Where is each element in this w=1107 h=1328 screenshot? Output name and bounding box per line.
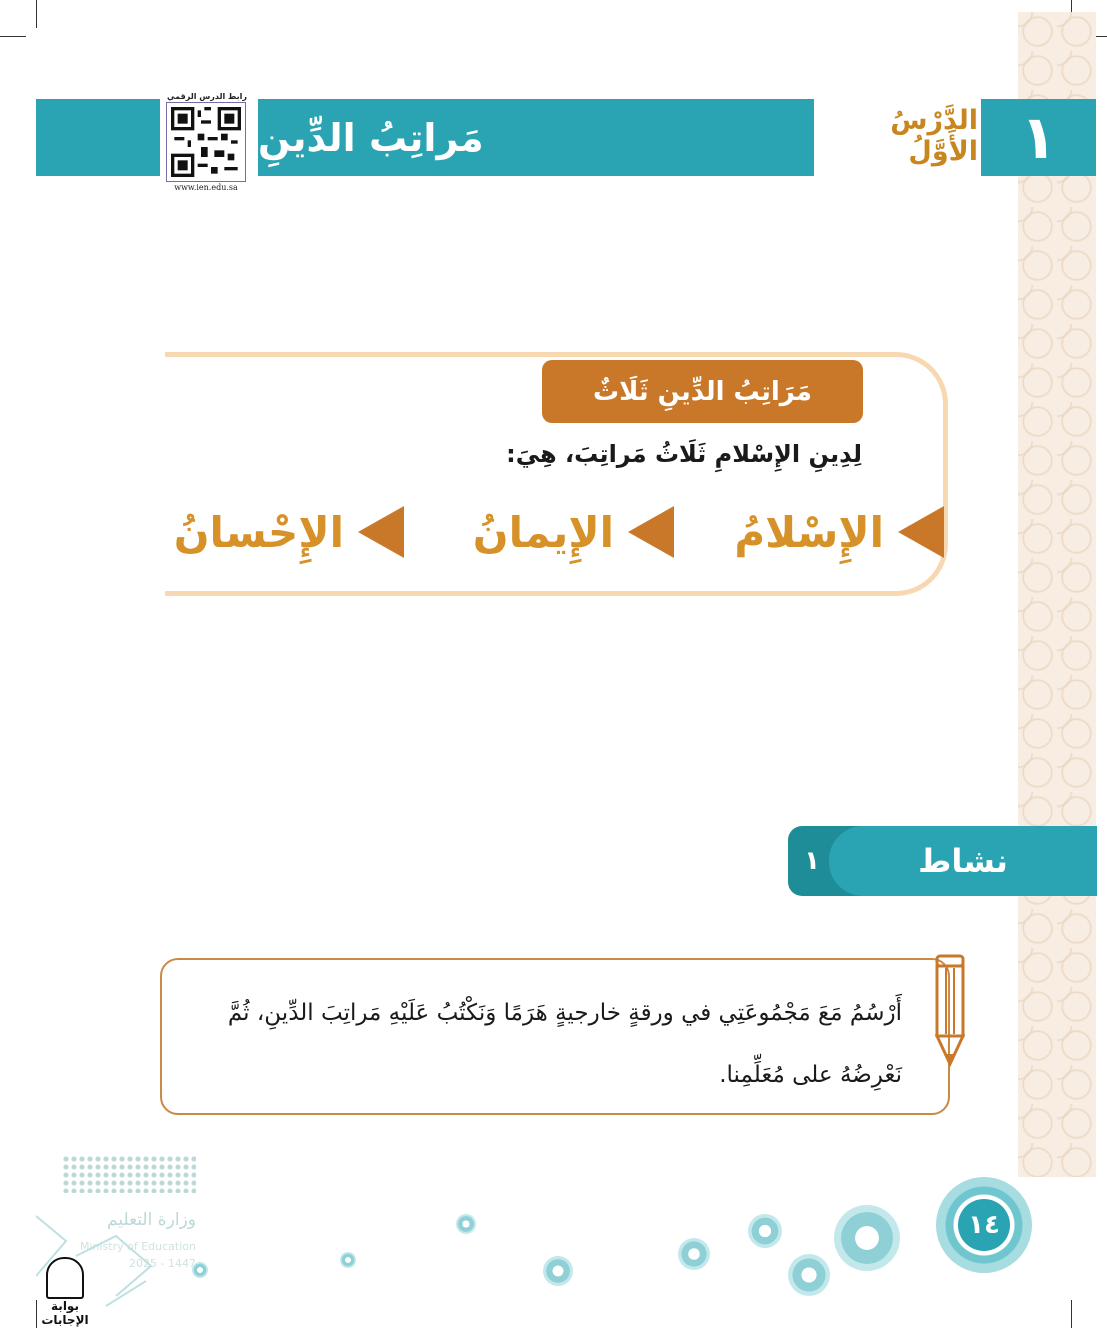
flower-ornament (543, 1256, 573, 1286)
flower-ornament (834, 1205, 900, 1271)
pencil-icon (932, 952, 968, 1070)
rank-label: الإِسْلامُ (734, 507, 884, 557)
lesson-title: مَراتِبُ الدِّينِ (258, 115, 484, 160)
side-ornament-pattern (1018, 12, 1096, 1177)
rank-item-iman (466, 492, 674, 572)
flower-ornament (456, 1214, 476, 1234)
answers-portal-logo-icon (46, 1257, 84, 1299)
ministry-logo-dots (62, 1155, 196, 1193)
lesson-label: الدَّرْسُ الأَوَّلُ (890, 105, 978, 167)
edition-year: 2025 - 1447 (129, 1257, 196, 1270)
ministry-name: وزارة التعليم (107, 1210, 196, 1230)
flower-ornament (340, 1252, 356, 1268)
flower-ornament (678, 1238, 710, 1270)
activity-number: ١ (804, 846, 820, 876)
crop-mark (36, 0, 37, 28)
crop-mark (1071, 1300, 1072, 1328)
rank-label: الإِحْسانُ (173, 507, 344, 557)
lesson-number: ١ (981, 99, 1096, 176)
rank-item-islam (734, 492, 944, 572)
answers-portal-label: بوابة الإجابات (41, 1299, 89, 1327)
activity-label: نشاط (829, 826, 1097, 896)
activity-task-text: أَرْسُمُ مَعَ مَجْمُوعَتِي في ورقةٍ خارجيةٍ هَرَمًا وَنَكْتُبُ عَلَيْهِ مَراتِبَ الدِّينِ، ثُمَّ نَعْرِضُهُ على مُعَلِّمِنا. (227, 1000, 902, 1088)
rank-label: الإِيمانُ (472, 507, 614, 557)
qr-url[interactable]: www.ien.edu.sa (174, 183, 238, 192)
flower-ornament (788, 1254, 830, 1296)
qr-pattern (171, 107, 241, 177)
triangle-bullet-icon (898, 506, 944, 558)
flower-ornament (748, 1214, 782, 1248)
page-number: ١٤ (958, 1199, 1010, 1251)
triangle-bullet-icon (628, 506, 674, 558)
header-left-bar (36, 99, 160, 176)
qr-code-icon[interactable] (166, 102, 246, 182)
rank-item-ihsan (166, 492, 404, 572)
qr-caption: رابط الدرس الرقمي (167, 92, 247, 101)
ministry-name-en: Ministry of Education (79, 1240, 196, 1253)
info-box-intro: لِدِينِ الإِسْلامِ ثَلَاثُ مَراتِبَ، هِيَ: (506, 440, 862, 468)
triangle-bullet-icon (358, 506, 404, 558)
crop-mark (0, 36, 26, 37)
info-box-title: مَرَاتِبُ الدِّينِ ثَلَاثٌ (542, 360, 863, 423)
